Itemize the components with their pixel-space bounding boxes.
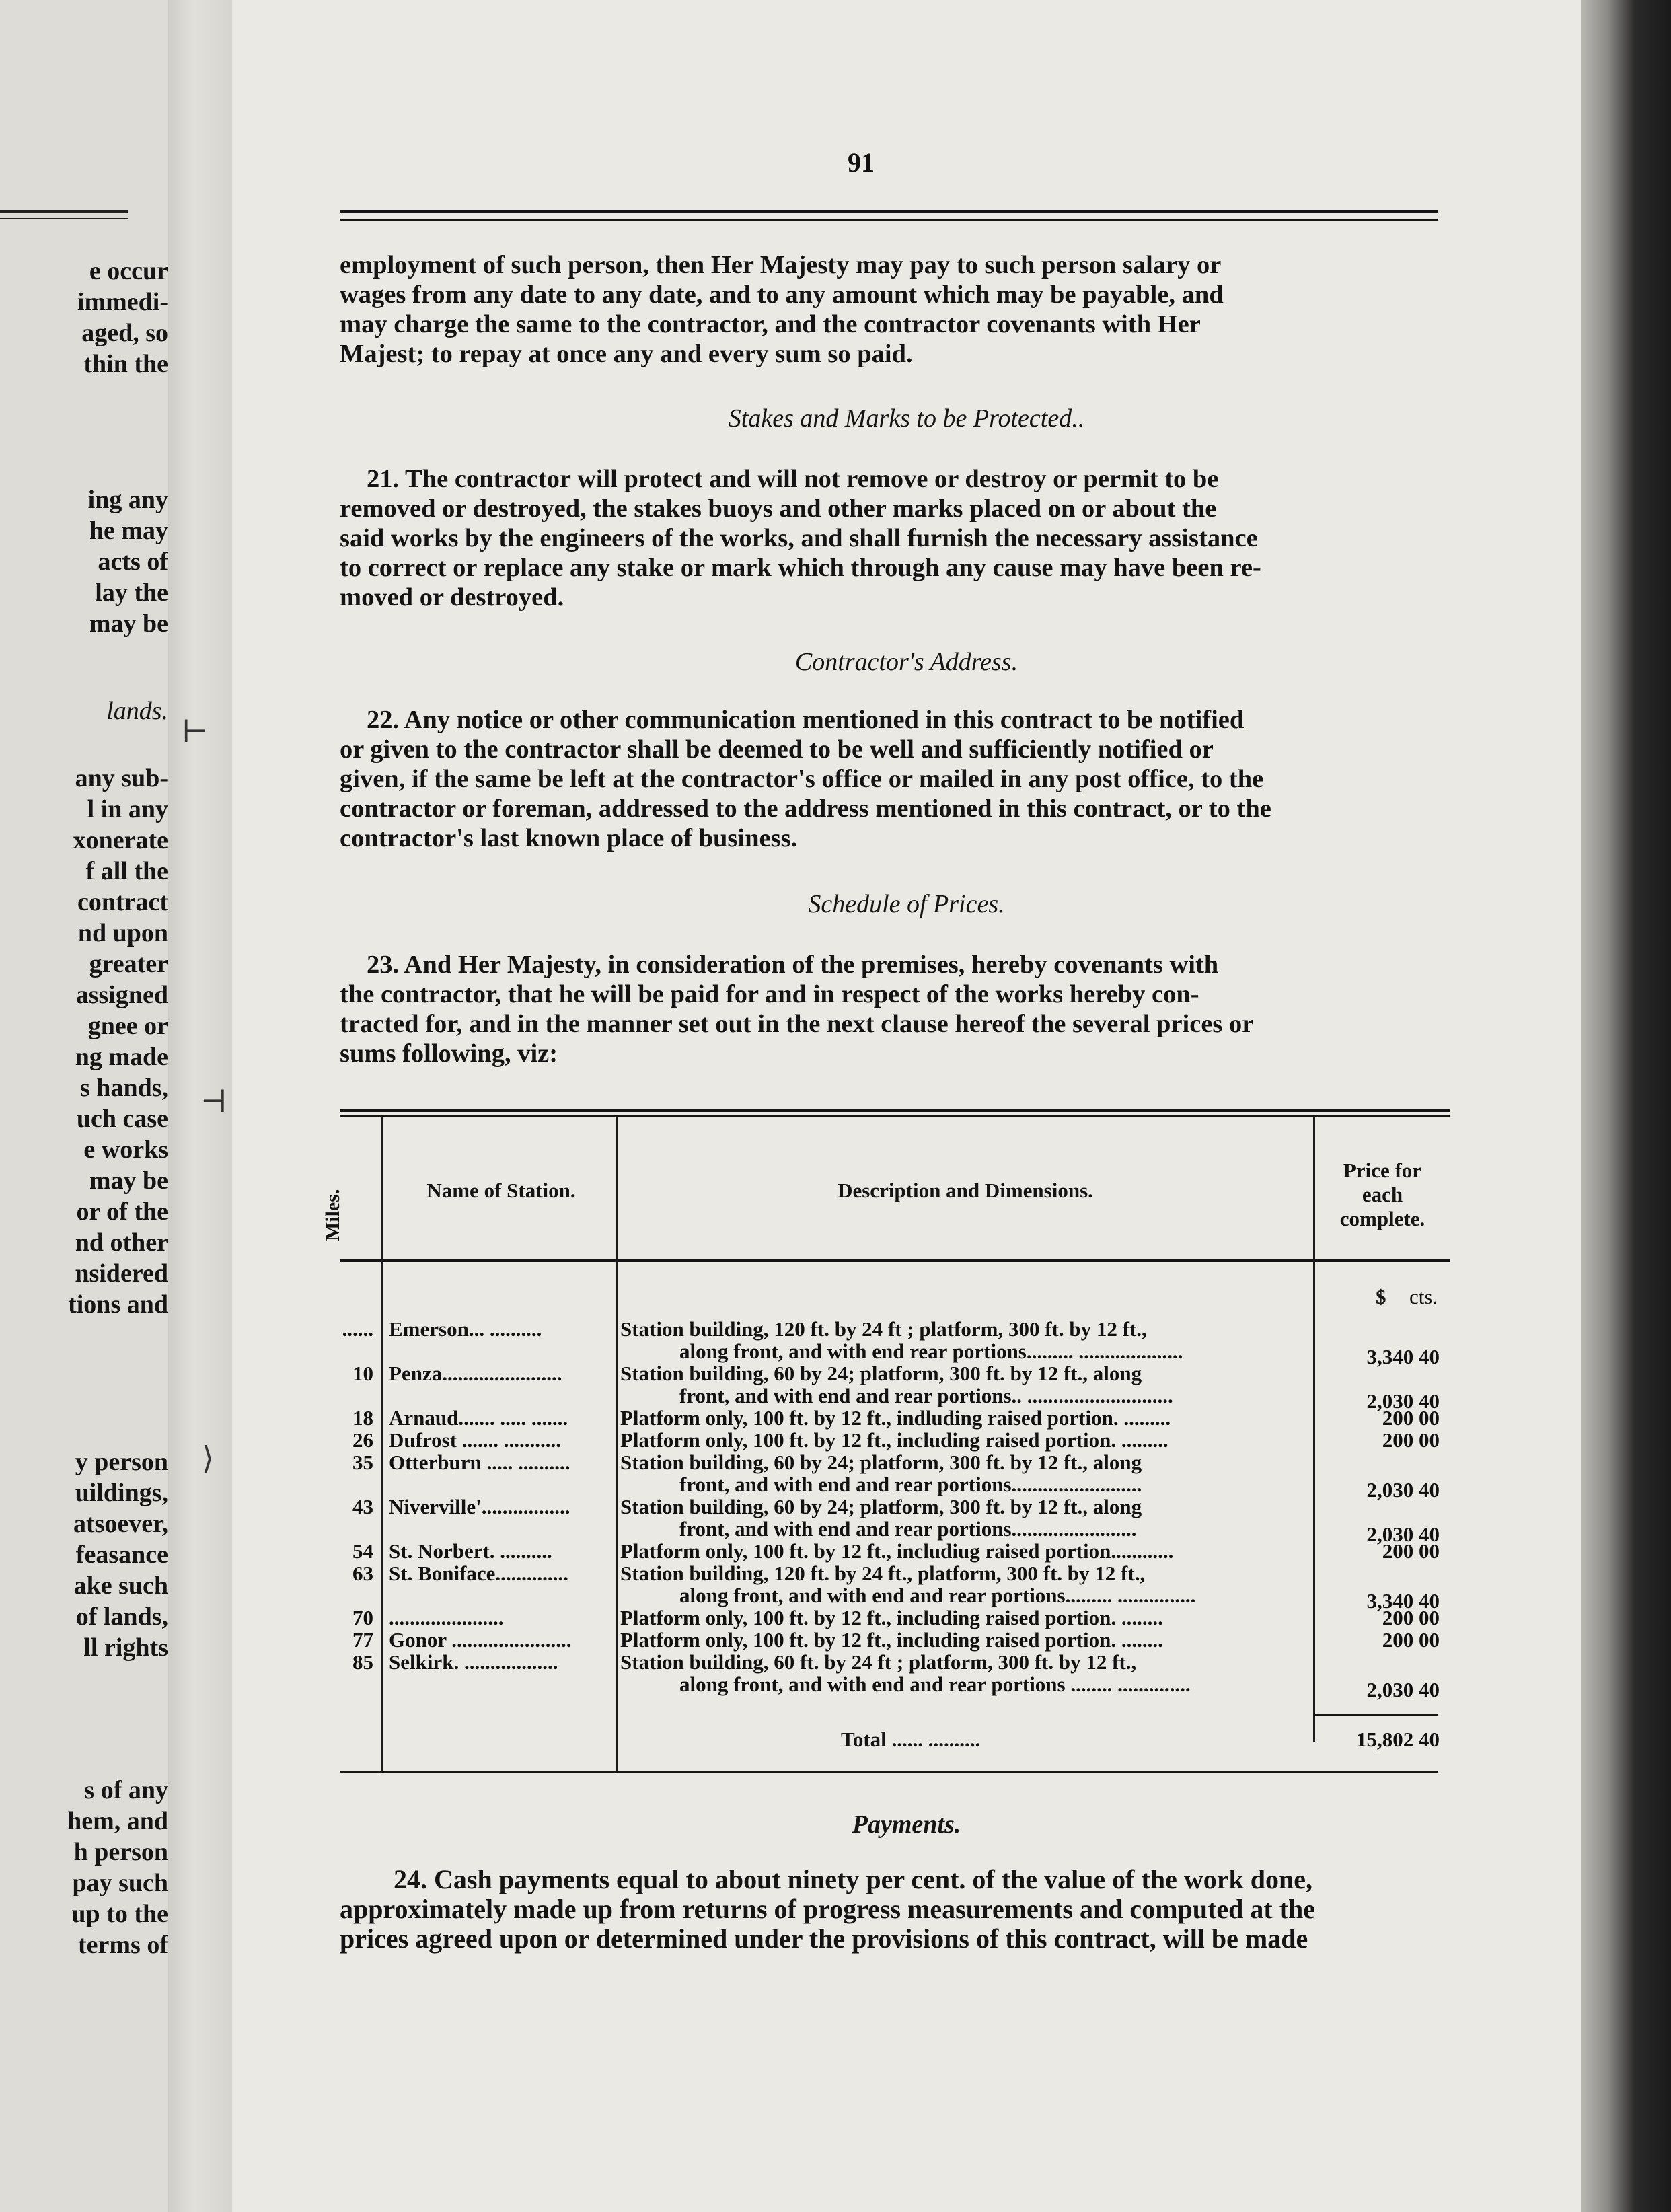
row-description-line: Platform only, 100 ft. by 12 ft., includiug raised portion............ [620, 1539, 1174, 1563]
row-station-name: ...................... [389, 1606, 504, 1629]
row-miles: 63 [352, 1561, 373, 1585]
row-description-line: Station building, 120 ft. by 24 ft., platform, 300 ft. by 12 ft., [620, 1561, 1146, 1585]
left-page-fragment: aged, so [81, 319, 168, 347]
left-page-fragment: of lands, [75, 1602, 168, 1631]
left-page-fragment: tions and [68, 1290, 168, 1319]
row-price: 200 00 [1382, 1406, 1440, 1430]
table-bottom-rule [340, 1771, 1438, 1773]
text-line: said works by the engineers of the works, and shall furnish the necessary assistance [340, 524, 1258, 552]
column-header-price-line: Price for [1343, 1158, 1422, 1182]
left-page-fragment: f all the [85, 857, 168, 885]
left-page-fragment: ake such [73, 1572, 168, 1600]
table-header-rule [340, 1259, 1450, 1262]
text-line: to correct or replace any stake or mark which through any cause may have been re- [340, 554, 1261, 582]
row-description-line: Station building, 120 ft. by 24 ft ; platform, 300 ft. by 12 ft., [620, 1317, 1147, 1341]
text-line: wages from any date to any date, and to any amount which may be payable, and [340, 281, 1224, 309]
row-miles: 18 [352, 1406, 373, 1430]
left-page-fragment: immedi- [77, 288, 168, 316]
section-heading-schedule: Schedule of Prices. [808, 890, 1005, 918]
row-station-name: St. Boniface.............. [389, 1561, 568, 1585]
text-line: 24. Cash payments equal to about ninety per cent. of the value of the work done, [394, 1864, 1312, 1894]
text-line: employment of such person, then Her Majesty may pay to such person salary or [340, 251, 1222, 279]
row-miles: 85 [352, 1650, 373, 1674]
row-price: 3,340 40 [1366, 1345, 1440, 1368]
left-page-fragment: nsidered [75, 1259, 168, 1288]
table-top-rule [340, 1109, 1450, 1112]
left-page-fragment: atsoever, [73, 1510, 168, 1538]
left-page-rule-thin [0, 218, 128, 219]
left-page-fragment: feasance [75, 1541, 168, 1569]
left-page-fragment: any sub- [75, 764, 168, 792]
total-value: 15,802 40 [1356, 1728, 1440, 1751]
left-page-fragment: y person [75, 1448, 168, 1476]
row-description-line: front, and with end and rear portions......................... [679, 1473, 1142, 1496]
row-description-line: Station building, 60 by 24; platform, 300 ft. by 12 ft., along [620, 1450, 1142, 1474]
row-station-name: Dufrost ....... ........... [389, 1428, 562, 1452]
left-page-fragment: he may [89, 517, 168, 545]
left-page-fragment: uildings, [75, 1479, 168, 1507]
left-page-fragment: s hands, [80, 1074, 168, 1102]
paragraph-21 [340, 464, 1456, 612]
text-line: removed or destroyed, the stakes buoys and other marks placed on or about the [340, 494, 1217, 523]
row-station-name: Niverville'................. [389, 1495, 570, 1518]
row-description-line: Station building, 60 ft. by 24 ft ; platform, 300 ft. by 12 ft., [620, 1650, 1137, 1674]
row-description-line: along front, and with end and rear portions ........ .............. [679, 1672, 1191, 1696]
column-header-price-line: complete. [1339, 1207, 1425, 1230]
row-station-name: Arnaud....... ..... ....... [389, 1406, 568, 1430]
row-miles: 43 [352, 1495, 373, 1518]
text-line: given, if the same be left at the contractor's office or mailed in any post office, to the [340, 765, 1264, 793]
left-page-fragment: up to the [71, 1900, 168, 1928]
total-label: Total ...... .......... [841, 1728, 981, 1751]
row-miles: ...... [342, 1317, 373, 1341]
paragraph-23 [340, 950, 1456, 1068]
column-divider [1313, 1117, 1315, 1742]
row-description-line: along front, and with end and rear portions......... ............... [679, 1584, 1196, 1607]
paragraph-continuation [340, 250, 1456, 369]
column-divider [616, 1117, 618, 1771]
left-page-fragment: nd other [75, 1228, 168, 1257]
margin-mark: ⊢ [182, 714, 209, 749]
book-edge [1581, 0, 1671, 2212]
row-price: 2,030 40 [1366, 1389, 1440, 1413]
row-price: 200 00 [1382, 1606, 1440, 1629]
section-heading-address: Contractor's Address. [794, 648, 1018, 676]
text-line: 22. Any notice or other communication mentioned in this contract to be notified [367, 706, 1245, 734]
column-header-name: Name of Station. [426, 1179, 576, 1202]
row-station-name: St. Norbert. .......... [389, 1539, 552, 1563]
section-heading-payments: Payments. [852, 1810, 961, 1839]
left-page-fragment: or of the [76, 1197, 168, 1226]
row-description-line: Platform only, 100 ft. by 12 ft., indluding raised portion. ......... [620, 1406, 1171, 1430]
page-number: 91 [848, 147, 875, 178]
text-line: or given to the contractor shall be deemed to be well and sufficiently notified or [340, 735, 1214, 764]
left-page-fragment: nd upon [77, 919, 168, 947]
row-price: 200 00 [1382, 1539, 1440, 1563]
units-dollars: $ [1376, 1285, 1386, 1308]
margin-mark: ⊣ [200, 1084, 227, 1119]
left-page-fragment: assigned [75, 981, 168, 1009]
row-description-line: Platform only, 100 ft. by 12 ft., including raised portion. ........ [620, 1606, 1163, 1629]
total-rule [1313, 1714, 1438, 1716]
left-page-fragment: lay the [95, 579, 168, 607]
column-divider [381, 1117, 383, 1771]
row-price: 2,030 40 [1366, 1678, 1440, 1701]
row-station-name: Emerson... .......... [389, 1317, 542, 1341]
left-page-fragment: e works [83, 1136, 168, 1164]
row-description-line: Station building, 60 by 24; platform, 300 ft. by 12 ft., along [620, 1495, 1142, 1518]
row-miles: 77 [352, 1628, 373, 1652]
units-cents: cts. [1409, 1285, 1438, 1308]
header-rule-thin [340, 219, 1438, 221]
left-page-fragment: acts of [98, 548, 168, 576]
row-price: 2,030 40 [1366, 1478, 1440, 1502]
row-miles: 10 [352, 1362, 373, 1385]
text-line: tracted for, and in the manner set out in the next clause hereof the several prices or [340, 1010, 1254, 1038]
header-rule-thick [340, 210, 1438, 213]
left-page-fragment: xonerate [73, 826, 168, 854]
left-page-fragment: pay such [72, 1869, 168, 1897]
row-price: 200 00 [1382, 1428, 1440, 1452]
row-station-name: Otterburn ..... .......... [389, 1450, 570, 1474]
left-page-fragment: uch case [76, 1105, 168, 1133]
row-miles: 70 [352, 1606, 373, 1629]
row-description-line: Platform only, 100 ft. by 12 ft., including raised portion. ......... [620, 1428, 1168, 1452]
text-line: Majest; to repay at once any and every sum so paid. [340, 340, 913, 368]
left-page-fragment: gnee or [87, 1012, 168, 1040]
paragraph-22 [340, 705, 1456, 853]
left-page-fragment: terms of [78, 1931, 168, 1959]
column-header-price-line: each [1362, 1183, 1403, 1206]
left-page-rule [0, 210, 128, 213]
row-price: 2,030 40 [1366, 1522, 1440, 1546]
row-miles: 26 [352, 1428, 373, 1452]
text-line: contractor or foreman, addressed to the address mentioned in this contract, or to the [340, 795, 1271, 823]
text-line: 23. And Her Majesty, in consideration of the premises, hereby covenants with [367, 951, 1219, 979]
row-price: 200 00 [1382, 1628, 1440, 1652]
left-page-fragment: hem, and [67, 1807, 168, 1835]
column-header-description: Description and Dimensions. [838, 1179, 1093, 1202]
text-line: prices agreed upon or determined under the provisions of this contract, will be made [340, 1923, 1308, 1954]
left-page-fragment: may be [89, 1167, 168, 1195]
column-header-price [1319, 1158, 1446, 1231]
left-page-fragment: ng made [75, 1043, 168, 1071]
left-page-fragment: e occur [89, 257, 168, 285]
section-heading-stakes: Stakes and Marks to be Protected.. [728, 404, 1085, 433]
row-miles: 54 [352, 1539, 373, 1563]
row-description-line: Station building, 60 by 24; platform, 300 ft. by 12 ft., along [620, 1362, 1142, 1385]
left-page-fragment: thin the [83, 350, 168, 378]
row-station-name: Penza....................... [389, 1362, 562, 1385]
left-page-fragment: greater [89, 950, 168, 978]
text-line: may charge the same to the contractor, and the contractor covenants with Her [340, 310, 1201, 338]
text-line: contractor's last known place of business. [340, 824, 798, 852]
left-page-fragment: contract [77, 888, 168, 916]
left-page-fragment: s of any [84, 1776, 168, 1804]
table-top-rule-thin [340, 1115, 1450, 1117]
left-page-fragment: ll rights [83, 1633, 168, 1662]
row-station-name: Selkirk. .................. [389, 1650, 558, 1674]
left-page-fragment: may be [89, 610, 168, 638]
row-description-line: Platform only, 100 ft. by 12 ft., including raised portion. ........ [620, 1628, 1163, 1652]
text-line: the contractor, that he will be paid for and in respect of the works hereby con- [340, 980, 1199, 1008]
row-price: 3,340 40 [1366, 1589, 1440, 1613]
row-miles: 35 [352, 1450, 373, 1474]
left-page-fragment: h person [73, 1838, 168, 1866]
text-line: moved or destroyed. [340, 583, 564, 612]
left-page-fragment: l in any [87, 795, 168, 823]
text-line: sums following, viz: [340, 1039, 558, 1068]
paragraph-24 [340, 1865, 1456, 1954]
row-description-line: front, and with end and rear portions.. ............................ [679, 1384, 1173, 1407]
text-line: approximately made up from returns of progress measurements and computed at the [340, 1894, 1315, 1924]
text-line: 21. The contractor will protect and will not remove or destroy or permit to be [367, 465, 1219, 493]
column-header-miles: Miles. [322, 1189, 344, 1241]
margin-mark: ⟩ [202, 1441, 214, 1475]
left-page-fragment: lands. [106, 697, 168, 725]
row-description-line: along front, and with end rear portions......... .................... [679, 1339, 1183, 1363]
row-station-name: Gonor ....................... [389, 1628, 572, 1652]
left-page-fragment: ing any [87, 486, 168, 514]
row-description-line: front, and with end and rear portions........................ [679, 1517, 1137, 1541]
